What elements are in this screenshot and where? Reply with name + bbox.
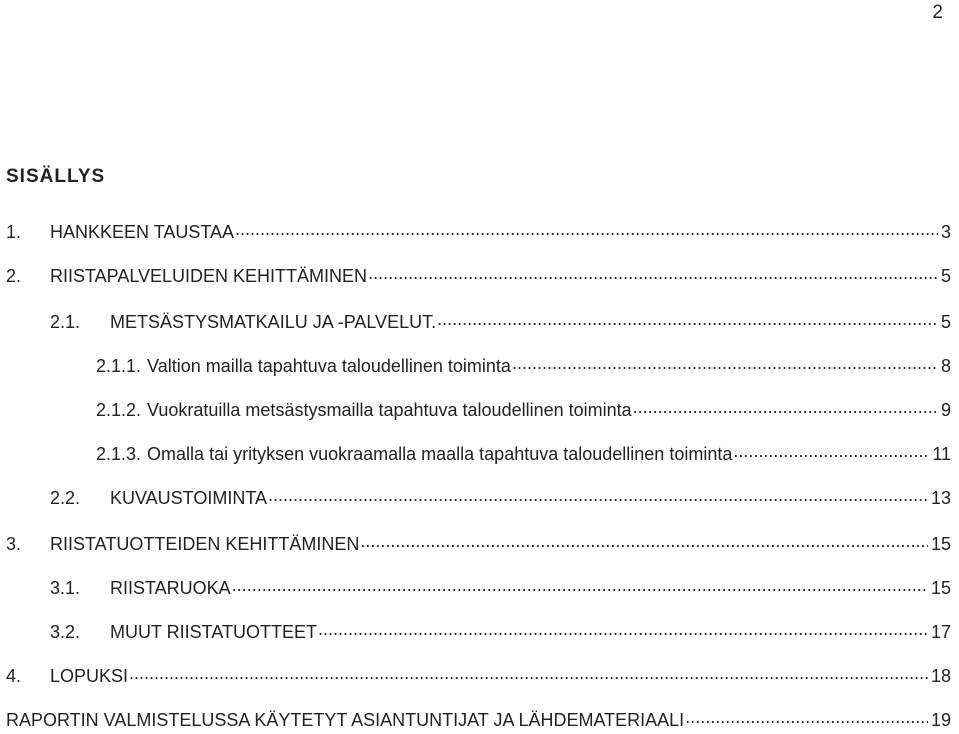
toc-entry-number: 2.1.2.: [96, 400, 142, 420]
toc-entry-label: RAPORTIN VALMISTELUSSA KÄYTETYT ASIANTUNTIJAT JA LÄHDEMATERIAALI: [6, 710, 685, 730]
toc-dot-leader: [685, 708, 928, 726]
toc-entry-label: LOPUKSI: [50, 666, 129, 686]
toc-entry-page: 3: [940, 222, 951, 242]
toc-entry-page: 11: [932, 444, 951, 464]
toc-entry-label: MUUT RIISTATUOTTEET: [110, 622, 317, 642]
page-number: 2: [932, 2, 943, 23]
toc-entry-2-2[interactable]: [50, 486, 951, 512]
toc-entry-1[interactable]: [6, 220, 951, 246]
toc-entry-page: 13: [930, 488, 951, 508]
toc-dot-leader: [733, 442, 929, 460]
toc-entry-page: 18: [930, 666, 951, 686]
toc-entry-label: Omalla tai yrityksen vuokraamalla maalla tapahtuva taloudellinen toiminta: [147, 444, 733, 464]
toc-dot-leader: [437, 310, 938, 328]
toc-dot-leader: [129, 664, 928, 682]
toc-entry-label: HANKKEEN TAUSTAA: [50, 222, 235, 242]
toc-entry-page: 5: [940, 266, 951, 286]
toc-entry-number: 2.1.3.: [96, 444, 142, 464]
toc-dot-leader: [360, 532, 928, 550]
toc-dot-leader: [633, 398, 938, 416]
toc-entry-number: 1.: [6, 222, 22, 242]
toc-entry-label: Valtion mailla tapahtuva taloudellinen toiminta: [147, 356, 511, 376]
toc-entry-label: KUVAUSTOIMINTA: [110, 488, 268, 508]
toc-entry-number: 4.: [6, 666, 22, 686]
toc-entry-3-2[interactable]: [50, 620, 951, 646]
toc-dot-leader: [512, 354, 938, 372]
toc-entry-2-1[interactable]: [50, 310, 951, 336]
toc-entry-page: 15: [930, 578, 951, 598]
toc-entry-page: 8: [940, 356, 951, 376]
toc-dot-leader: [232, 576, 928, 594]
toc-entry-number: 3.: [6, 534, 22, 554]
toc-entry-page: 5: [940, 312, 951, 332]
toc-entry-number: 2.1.: [50, 312, 81, 332]
toc-entry-number: 2.2.: [50, 488, 81, 508]
toc-title: SISÄLLYS: [6, 166, 106, 187]
toc-entry-page: 19: [930, 710, 951, 730]
toc-entry-label: RIISTATUOTTEIDEN KEHITTÄMINEN: [50, 534, 360, 554]
toc-entry-label: RIISTAPALVELUIDEN KEHITTÄMINEN: [50, 266, 368, 286]
toc-entry-page: 9: [940, 400, 951, 420]
toc-entry-number: 2.1.1.: [96, 356, 142, 376]
toc-entry-page: 15: [930, 534, 951, 554]
toc-entry-2-1-3[interactable]: [96, 442, 951, 468]
toc-entry-number: 2.: [6, 266, 22, 286]
toc-entry-number: 3.2.: [50, 622, 81, 642]
toc-entry-2[interactable]: [6, 264, 951, 290]
toc-entry-label: METSÄSTYSMATKAILU JA -PALVELUT.: [110, 312, 437, 332]
toc-entry-3-1[interactable]: [50, 576, 951, 602]
toc-entry-page: 17: [930, 622, 951, 642]
toc-entry-3[interactable]: [6, 532, 951, 558]
toc-entry-4[interactable]: [6, 664, 951, 690]
toc-entry-2-1-1[interactable]: [96, 354, 951, 380]
toc-dot-leader: [235, 220, 938, 238]
toc-dot-leader: [268, 486, 928, 504]
toc-dot-leader: [368, 264, 938, 282]
toc-entry-number: 3.1.: [50, 578, 81, 598]
toc-entry-sources[interactable]: [6, 708, 951, 734]
toc-entry-label: RIISTARUOKA: [110, 578, 231, 598]
toc-entry-label: Vuokratuilla metsästysmailla tapahtuva taloudellinen toiminta: [147, 400, 632, 420]
toc-dot-leader: [318, 620, 928, 638]
toc-entry-2-1-2[interactable]: [96, 398, 951, 424]
